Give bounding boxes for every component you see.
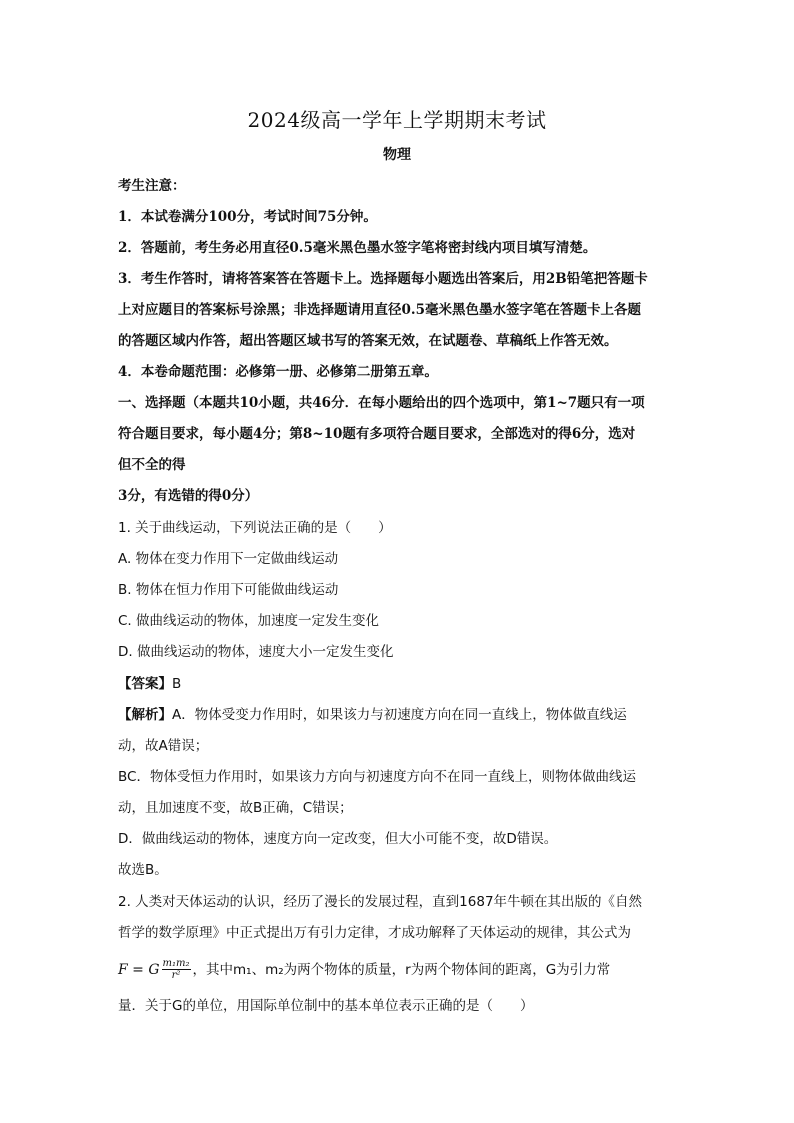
question-stem: 哲学的数学原理》中正式提出万有引力定律，才成功解释了天体运动的规律，其公式为	[118, 925, 631, 941]
option-d: D. 做曲线运动的物体，速度大小一定发生变化	[118, 644, 394, 660]
option-b: B. 物体在恒力作用下可能做曲线运动	[118, 582, 339, 598]
notice-item: 的答题区域内作答，超出答题区域书写的答案无效，在试题卷、草稿纸上作答无效。	[118, 333, 618, 349]
exam-title: 2024级高一学年上学期期末考试	[247, 108, 547, 132]
formula-fraction	[162, 958, 191, 982]
notice-item: 2．答题前，考生务必用直径0.5毫米黑色墨水签字笔将密封线内项目填写清楚。	[118, 240, 597, 256]
analysis-text: A．物体受变力作用时，如果该力与初速度方向在同一直线上，物体做直线运	[172, 707, 627, 723]
question-stem: 量．关于G的单位，用国际单位制中的基本单位表示正确的是（ ）	[118, 998, 534, 1014]
analysis-text: D．做曲线运动的物体，速度方向一定改变，但大小可能不变，故D错误。	[118, 831, 558, 847]
notice-item: 3．考生作答时，请将答案答在答题卡上。选择题每小题选出答案后，用2B铅笔把答题卡	[118, 271, 648, 287]
question-stem: 1. 关于曲线运动，下列说法正确的是（ ）	[118, 520, 392, 536]
formula-lhs: F = G	[118, 962, 160, 978]
answer-line	[118, 674, 678, 694]
option-a: A. 物体在变力作用下一定做曲线运动	[118, 551, 339, 567]
formula-numerator: m₁m₂	[162, 958, 190, 969]
subject-heading: 物理	[383, 147, 411, 163]
gravitation-formula	[118, 958, 610, 982]
question-stem: 2. 人类对天体运动的认识，经历了漫长的发展过程，直到1687年牛顿在其出版的《自然	[118, 894, 643, 910]
analysis-tag: 【解析】	[118, 707, 172, 723]
analysis-line	[118, 705, 678, 725]
section-heading: 符合题目要求，每小题4分；第8~10题有多项符合题目要求，全部选对的得6分，选对	[118, 426, 636, 442]
section-heading: 一、选择题（本题共10小题，共46分．在每小题给出的四个选项中，第1~7题只有一项	[118, 395, 645, 411]
answer-value: B	[172, 676, 182, 692]
option-c: C. 做曲线运动的物体，加速度一定发生变化	[118, 613, 380, 629]
notice-item: 4．本卷命题范围：必修第一册、必修第二册第五章。	[118, 364, 438, 380]
analysis-text: BC．物体受恒力作用时，如果该力方向与初速度方向不在同一直线上，则物体做曲线运	[118, 769, 636, 785]
notice-item: 1．本试卷满分100分，考试时间75分钟。	[118, 209, 377, 225]
formula-denominator: r²	[171, 970, 181, 981]
formula-description: ，其中m₁、m₂为两个物体的质量，r为两个物体间的距离，G为引力常	[192, 962, 611, 978]
notice-item: 上对应题目的答案标号涂黑；非选择题请用直径0.5毫米黑色墨水签字笔在答题卡上各题	[118, 302, 641, 318]
analysis-text: 动，且加速度不变，故B正确，C错误；	[118, 800, 353, 816]
analysis-text: 动，故A错误；	[118, 738, 209, 754]
analysis-text: 故选B。	[118, 862, 168, 878]
answer-tag: 【答案】	[118, 676, 172, 692]
section-heading: 但不全的得	[118, 457, 186, 473]
notice-heading: 考生注意：	[118, 178, 186, 194]
section-heading: 3分，有选错的得0分）	[118, 488, 259, 504]
